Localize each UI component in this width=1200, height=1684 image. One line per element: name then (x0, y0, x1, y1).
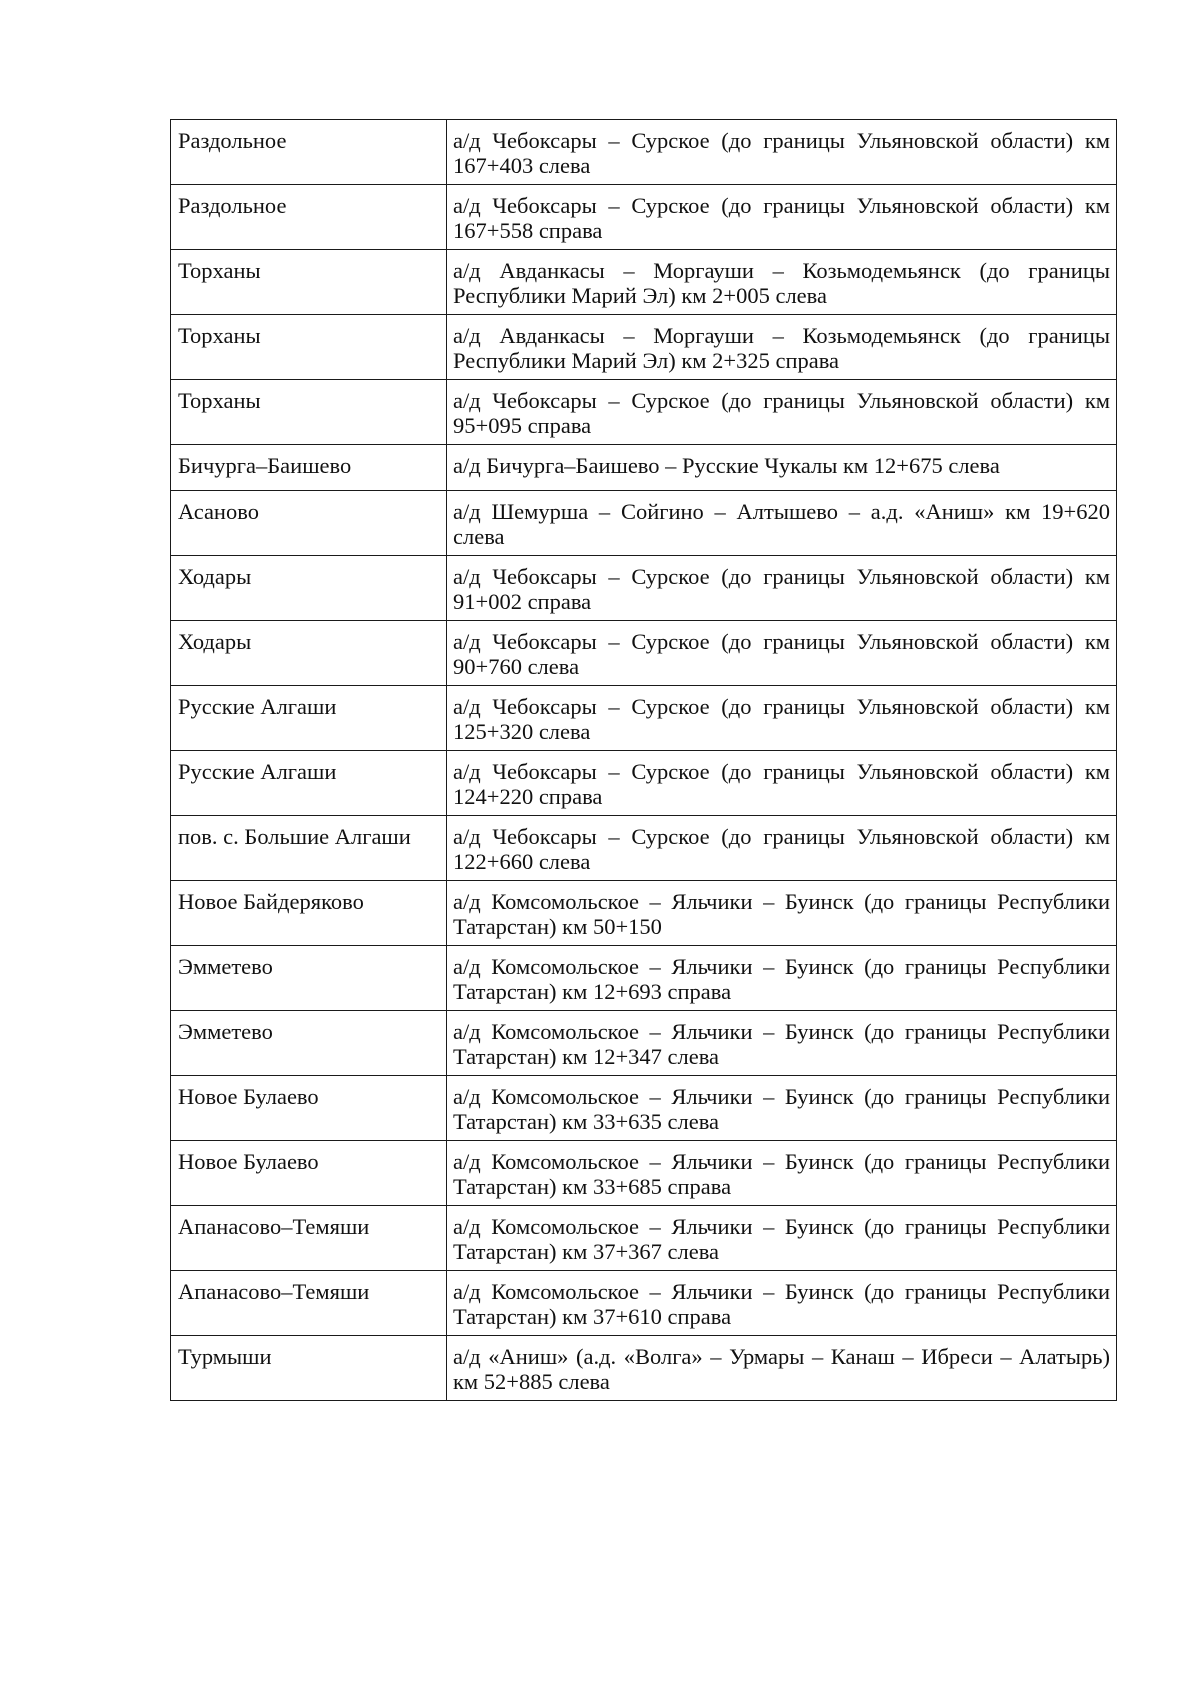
settlement-cell: Эмметево (171, 1011, 447, 1076)
road-location-cell: а/д Комсомольское – Яльчики – Буинск (до границы Республики Татарстан) км 37+610 справа (447, 1271, 1117, 1336)
settlement-cell: Русские Алгаши (171, 751, 447, 816)
table-row (171, 315, 1117, 380)
table-row (171, 445, 1117, 491)
table-row (171, 556, 1117, 621)
table-row (171, 1011, 1117, 1076)
settlement-cell: Ходары (171, 556, 447, 621)
table-row (171, 380, 1117, 445)
road-location-cell: а/д Чебоксары – Сурское (до границы Ульяновской области) км 124+220 справа (447, 751, 1117, 816)
stops-table-body (171, 120, 1117, 1401)
table-row (171, 686, 1117, 751)
settlement-cell: Новое Байдеряково (171, 881, 447, 946)
settlement-cell: Турмыши (171, 1336, 447, 1401)
settlement-cell: Русские Алгаши (171, 686, 447, 751)
road-location-cell: а/д Бичурга–Баишево – Русские Чукалы км 12+675 слева (447, 445, 1117, 491)
table-row (171, 816, 1117, 881)
road-location-cell: а/д Комсомольское – Яльчики – Буинск (до границы Республики Татарстан) км 12+693 справа (447, 946, 1117, 1011)
road-location-cell: а/д «Аниш» (а.д. «Волга» – Урмары – Канаш – Ибреси – Алатырь) км 52+885 слева (447, 1336, 1117, 1401)
road-location-cell: а/д Комсомольское – Яльчики – Буинск (до границы Республики Татарстан) км 37+367 слева (447, 1206, 1117, 1271)
road-location-cell: а/д Чебоксары – Сурское (до границы Ульяновской области) км 167+558 справа (447, 185, 1117, 250)
road-location-cell: а/д Комсомольское – Яльчики – Буинск (до границы Республики Татарстан) км 33+685 справа (447, 1141, 1117, 1206)
settlement-cell: Апанасово–Темяши (171, 1206, 447, 1271)
table-row (171, 881, 1117, 946)
road-location-cell: а/д Комсомольское – Яльчики – Буинск (до границы Республики Татарстан) км 50+150 (447, 881, 1117, 946)
settlement-cell: Торханы (171, 315, 447, 380)
road-location-cell: а/д Чебоксары – Сурское (до границы Ульяновской области) км 90+760 слева (447, 621, 1117, 686)
settlement-cell: Торханы (171, 250, 447, 315)
settlement-cell: Раздольное (171, 120, 447, 185)
settlement-cell: Раздольное (171, 185, 447, 250)
table-row (171, 946, 1117, 1011)
table-row (171, 491, 1117, 556)
road-location-cell: а/д Чебоксары – Сурское (до границы Ульяновской области) км 122+660 слева (447, 816, 1117, 881)
road-location-cell: а/д Чебоксары – Сурское (до границы Ульяновской области) км 125+320 слева (447, 686, 1117, 751)
road-location-cell: а/д Комсомольское – Яльчики – Буинск (до границы Республики Татарстан) км 33+635 слева (447, 1076, 1117, 1141)
road-location-cell: а/д Чебоксары – Сурское (до границы Ульяновской области) км 91+002 справа (447, 556, 1117, 621)
table-row (171, 1206, 1117, 1271)
road-location-cell: а/д Авданкасы – Моргауши – Козьмодемьянск (до границы Республики Марий Эл) км 2+005 слева (447, 250, 1117, 315)
table-row (171, 185, 1117, 250)
road-location-cell: а/д Шемурша – Сойгино – Алтышево – а.д. «Аниш» км 19+620 слева (447, 491, 1117, 556)
table-row (171, 751, 1117, 816)
table-row (171, 621, 1117, 686)
settlement-cell: Торханы (171, 380, 447, 445)
table-row (171, 250, 1117, 315)
settlement-cell: Новое Булаево (171, 1076, 447, 1141)
settlement-cell: Апанасово–Темяши (171, 1271, 447, 1336)
stops-table (170, 119, 1117, 1401)
road-location-cell: а/д Авданкасы – Моргауши – Козьмодемьянск (до границы Республики Марий Эл) км 2+325 справа (447, 315, 1117, 380)
table-row (171, 120, 1117, 185)
table-row (171, 1271, 1117, 1336)
table-row (171, 1076, 1117, 1141)
settlement-cell: Новое Булаево (171, 1141, 447, 1206)
settlement-cell: Эмметево (171, 946, 447, 1011)
settlement-cell: пов. с. Большие Алгаши (171, 816, 447, 881)
table-row (171, 1336, 1117, 1401)
road-location-cell: а/д Комсомольское – Яльчики – Буинск (до границы Республики Татарстан) км 12+347 слева (447, 1011, 1117, 1076)
road-location-cell: а/д Чебоксары – Сурское (до границы Ульяновской области) км 167+403 слева (447, 120, 1117, 185)
road-location-cell: а/д Чебоксары – Сурское (до границы Ульяновской области) км 95+095 справа (447, 380, 1117, 445)
settlement-cell: Ходары (171, 621, 447, 686)
settlement-cell: Асаново (171, 491, 447, 556)
table-row (171, 1141, 1117, 1206)
settlement-cell: Бичурга–Баишево (171, 445, 447, 491)
